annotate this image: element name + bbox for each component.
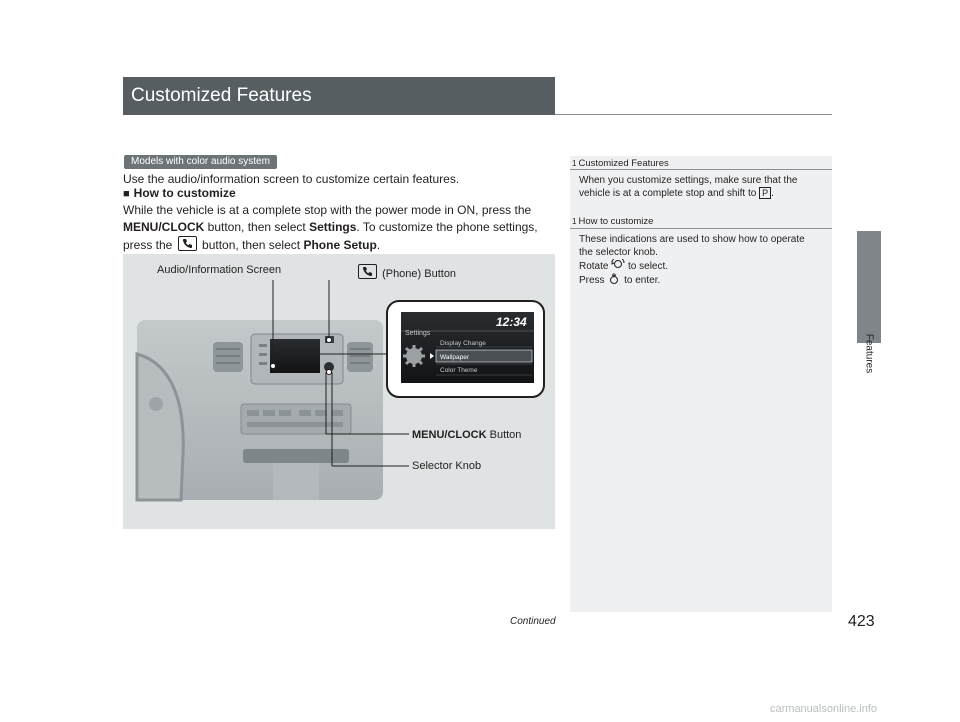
note-rule [570,228,832,229]
press-knob-icon [607,273,621,284]
phone-icon [358,264,377,279]
label-audio-screen: Audio/Information Screen [157,264,282,276]
instructions-text: While the vehicle is at a complete stop with the power mode in ON, press the MENU/CLOCK button, then select Settings. To customize the phone settings, press the button, then select Phone Setup. [123,203,538,252]
rotate-knob-icon [611,259,625,270]
dashboard-illustration [123,254,555,529]
label-menu-clock-button: MENU/CLOCK Button [412,429,522,441]
note-heading: 1 Customized Features [572,158,669,169]
section-tab [857,231,881,343]
note-rule [570,169,832,170]
gear-park-symbol: P [759,187,771,199]
label-selector-knob: Selector Knob [412,460,482,472]
page-number: 423 [848,613,875,630]
title-rule [555,114,832,115]
label-phone-button: (Phone) Button [356,264,456,280]
screen-menu-item: Color Theme [440,367,478,374]
note-text: These indications are used to show how to operate the selector knob. Rotate to select. Press to enter. [579,234,805,286]
section-tab-label: Features [863,333,875,374]
note-text: When you customize settings, make sure that the vehicle is at a complete stop and shift to P . [579,175,798,199]
screen-menu-item-selected: Wallpaper [440,354,470,361]
continued-label: Continued [510,616,556,627]
phone-icon [178,236,197,251]
note-heading: 1 How to customize [572,216,654,227]
intro-text: Use the audio/information screen to customize certain features. [123,172,460,186]
model-badge: Models with color audio system [124,155,277,169]
screen-clock: 12:34 [496,315,527,329]
section-heading: ■ How to customize [123,186,236,200]
page-title: Customized Features [123,77,555,115]
heading-marker: ■ [123,188,130,200]
dashboard-figure [123,254,555,529]
watermark: carmanualsonline.info [770,703,878,715]
settings-gear-icon [403,345,425,367]
screen-title: Settings [405,330,431,337]
screen-menu-item: Display Change [440,340,486,347]
